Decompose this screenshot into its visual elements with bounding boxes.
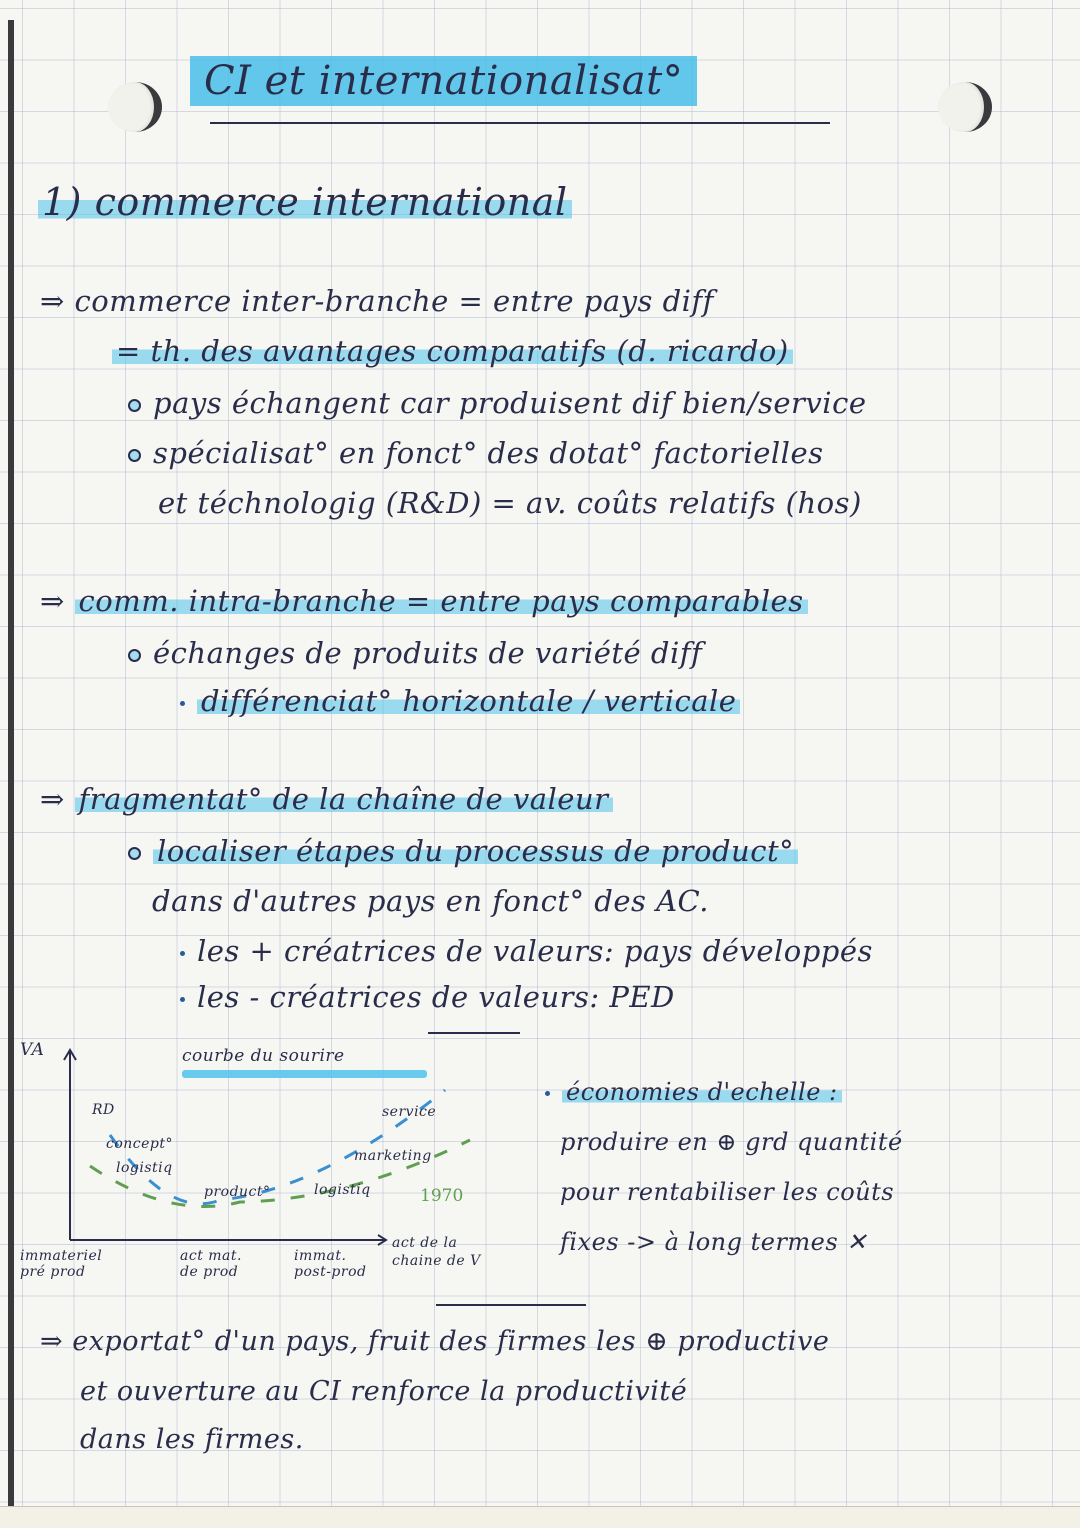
x-category-3: immat. post-prod: [294, 1248, 367, 1280]
page-title-text: CI et internationalisat°: [190, 56, 697, 106]
fragmentation-bullet-cont: [152, 884, 709, 918]
inter-branche-heading-text: commerce inter-branche = entre pays diff: [74, 284, 714, 318]
page-title: [190, 58, 697, 104]
economies-line-2: pour rentabiliser les coûts: [560, 1178, 895, 1206]
inter-branche-bullet-1: [128, 386, 866, 420]
fragmentation-sub-bullet-2: [180, 980, 675, 1014]
intra-branche-bullet: [128, 636, 702, 670]
fragmentation-sub-bullet-1: [180, 934, 873, 968]
arrow-icon: ⇒: [40, 782, 75, 816]
conclusion-text: exportat° d'un pays, fruit des firmes les ⊕ productive: [72, 1326, 830, 1357]
intra-branche-heading: [40, 584, 808, 618]
bullet-text: dans d'autres pays en fonct° des AC.: [152, 884, 709, 918]
x-axis-label: act de la chaine de V: [392, 1235, 481, 1269]
label-marketing: marketing: [354, 1148, 432, 1164]
arrow-icon: ⇒: [40, 584, 75, 618]
dot-bullet-icon: [180, 951, 185, 956]
x-category-2: act mat. de prod: [180, 1248, 242, 1280]
bullet-text: spécialisat° en fonct° des dotat° factorielles: [153, 436, 824, 470]
notebook-binding: [8, 20, 14, 1510]
circle-bullet-icon: [128, 847, 141, 860]
intra-branche-heading-text: comm. intra-branche = entre pays comparables: [75, 584, 808, 618]
inter-branche-bullet-2: [128, 436, 824, 470]
bullet-text: localiser étapes du processus de product°: [153, 834, 798, 868]
separator: [436, 1304, 586, 1306]
theory-text: = th. des avantages comparatifs (d. ricardo): [112, 334, 793, 368]
inter-branche-bullet-2-cont: [158, 486, 862, 520]
fragmentation-bullet: [128, 834, 798, 868]
inter-branche-theory: [112, 334, 793, 368]
label-production: product°: [204, 1184, 271, 1200]
economies-line-1: produire en ⊕ grd quantité: [560, 1128, 903, 1156]
section-heading-text: 1) commerce international: [38, 180, 572, 224]
economies-line-3: fixes -> à long termes ✕: [560, 1228, 867, 1256]
bullet-text: pays échangent car produisent dif bien/service: [153, 386, 867, 420]
separator: [428, 1032, 520, 1034]
punch-hole-right: [938, 82, 992, 132]
sub-bullet-text: les - créatrices de valeurs: PED: [197, 980, 675, 1014]
title-underline: [210, 122, 830, 124]
diagram-title: courbe du sourire: [182, 1046, 345, 1066]
section-heading: [38, 180, 572, 224]
dot-bullet-icon: [180, 997, 185, 1002]
x-category-1: immateriel pré prod: [20, 1248, 103, 1280]
label-service: service: [382, 1104, 437, 1120]
conclusion-line-2: et ouverture au CI renforce la productivité: [80, 1376, 688, 1407]
label-rd: RD: [92, 1102, 115, 1118]
label-logistic-right: logistiq: [314, 1182, 371, 1198]
fragmentation-heading: [40, 782, 613, 816]
label-1970: 1970: [420, 1186, 464, 1206]
sub-bullet-text: différenciat° horizontale / verticale: [197, 684, 740, 718]
inter-branche-heading: [40, 284, 714, 318]
arrow-icon: ⇒: [40, 284, 75, 318]
dot-bullet-icon: [545, 1091, 550, 1096]
y-axis-label: VA: [20, 1040, 45, 1060]
sub-bullet-text: les + créatrices de valeurs: pays développés: [197, 934, 873, 968]
smile-curve-diagram: [20, 1040, 540, 1310]
label-logistic-left: logistiq: [116, 1160, 173, 1176]
dot-bullet-icon: [180, 701, 185, 706]
intra-branche-sub-bullet: [180, 684, 740, 718]
economies-heading-text: économies d'echelle :: [562, 1078, 842, 1106]
circle-bullet-icon: [128, 649, 141, 662]
page-bottom-edge: [0, 1506, 1080, 1528]
circle-bullet-icon: [128, 449, 141, 462]
bullet-text: et téchnologig (R&D) = av. coûts relatifs (hos): [158, 486, 862, 520]
arrow-icon: ⇒: [40, 1326, 73, 1357]
conclusion-line-1: [40, 1326, 829, 1357]
bullet-text: échanges de produits de variété diff: [153, 636, 703, 670]
circle-bullet-icon: [128, 399, 141, 412]
punch-hole-left: [108, 82, 162, 132]
economies-heading: [545, 1078, 842, 1106]
conclusion-line-3: dans les firmes.: [80, 1424, 304, 1455]
label-concept: concept°: [106, 1136, 173, 1152]
fragmentation-heading-text: fragmentat° de la chaîne de valeur: [75, 782, 613, 816]
